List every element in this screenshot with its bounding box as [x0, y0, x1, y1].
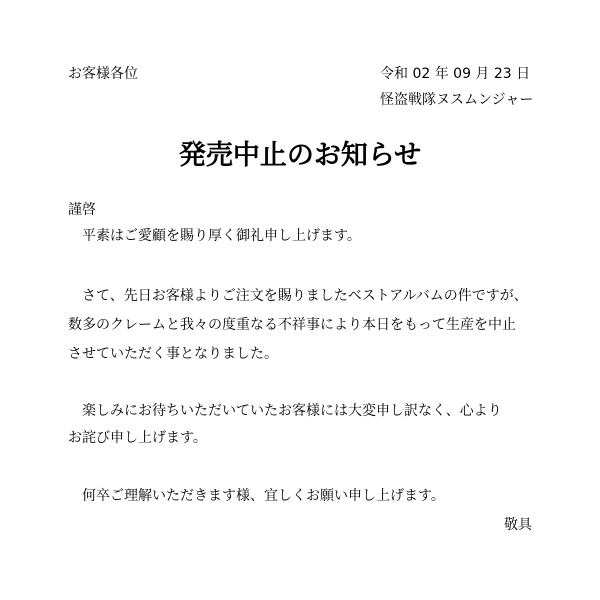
- body-line: さて、先日お客様よりご注文を賜りましたベストアルバムの件ですが、: [68, 288, 528, 304]
- body-line: 楽しみにお待ちいただいていたお客様には大変申し訳なく、心より: [68, 403, 502, 419]
- sender-name: 怪盗戦隊ヌスムンジャー: [380, 92, 534, 108]
- body-line: 数多のクレームと我々の度重なる不祥事により本日をもって生産を中止: [68, 317, 516, 333]
- opening-word: 謹啓: [68, 202, 96, 218]
- body-line: させていただく事となりました。: [68, 346, 278, 362]
- letter-date: 令和 02 年 09 月 23 日: [380, 66, 531, 82]
- recipient-salutation: お客様各位: [68, 66, 138, 82]
- page-title: 発売中止のお知らせ: [178, 140, 422, 171]
- body-line: 平素はご愛顧を賜り厚く御礼申し上げます。: [68, 228, 361, 244]
- body-line: お詫び申し上げます。: [68, 430, 207, 446]
- closing-word: 敬具: [504, 517, 532, 533]
- body-line: 何卒ご理解いただきます様、宜しくお願い申し上げます。: [68, 488, 445, 504]
